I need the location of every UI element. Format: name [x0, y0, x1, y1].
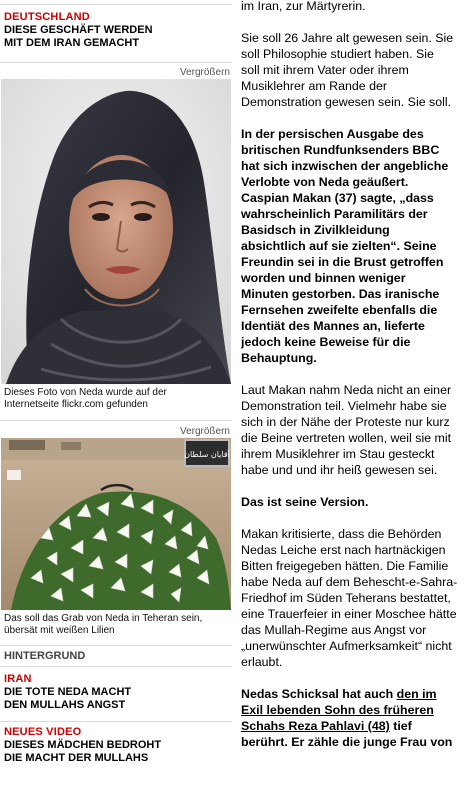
photo2-caption: Das soll das Grab von Neda in Teheran sein, übersät mit weißen Lilien — [4, 613, 203, 636]
teaser-kicker: IRAN — [4, 673, 32, 685]
portrait-image — [1, 79, 231, 384]
zoom-link-photo1[interactable]: Vergrößern — [179, 67, 230, 78]
article-paragraph-6: Nedas Schicksal hat auch den im Exil lebenden Sohn des früheren Schahs Reza Pahlavi (48) tief berührt. Er zähle die junge Frau von — [241, 687, 453, 749]
article-paragraph-1: Sie soll 26 Jahre alt gewesen sein. Sie soll Philosophie studiert haben. Sie soll mit ihrem Vater oder ihrem Musiklehrer am Rande der Demonstration gewesen sein. Sie soll. — [241, 31, 454, 109]
grave-image — [1, 438, 231, 610]
section-label-hintergrund: HINTERGRUND — [4, 650, 86, 662]
divider — [0, 420, 232, 421]
teaser-kicker: DEUTSCHLAND — [4, 11, 90, 23]
article-body — [241, 0, 473, 793]
article-paragraph-3: Laut Makan nahm Neda nicht an einer Demonstration teil. Vielmehr habe sie sich in der Nähe der Proteste nur kurz die Beine vertreten wollen, weil sie mit ihrem Musiklehrer im Stau gesteckt habe und und ihr heiß gewesen sei. — [241, 383, 452, 477]
teaser-headline-line1[interactable]: DIE TOTE NEDA MACHT — [4, 686, 132, 698]
top-teaser[interactable] — [0, 5, 232, 50]
link-pahlavi-son[interactable]: den im Exil lebenden Sohn des früheren Schahs Reza Pahlavi (48) — [241, 687, 437, 733]
zoom-link-photo2[interactable]: Vergrößern — [179, 426, 230, 437]
teaser-neues-video[interactable] — [0, 722, 232, 765]
neda-portrait-photo[interactable] — [1, 79, 231, 384]
teaser-headline-line2[interactable]: MIT DEM IRAN GEMACHT — [4, 37, 140, 49]
teaser-headline-line2[interactable]: DEN MULLAHS ANGST — [4, 699, 126, 711]
grave-photo[interactable] — [1, 438, 231, 610]
sidebar — [0, 0, 232, 793]
teaser-kicker: NEUES VIDEO — [4, 726, 82, 738]
teaser-headline-line1[interactable]: DIESES MÄDCHEN BEDROHT — [4, 739, 162, 751]
article-paragraph-0: im Iran, zur Märtyrerin. — [241, 0, 366, 13]
article-paragraph-4: Das ist seine Version. — [241, 495, 369, 509]
svg-text:آقایان سلطان: آقایان سلطان — [184, 450, 230, 459]
teaser-headline-line2[interactable]: DIE MACHT DER MULLAHS — [4, 752, 149, 764]
article-paragraph-2: In der persischen Ausgabe des britischen Rundfunksenders BBC hat sich inzwischen der angebliche Verlobte von Neda geäußert. Caspian Makan (37) sagte, „dass wahrscheinlich Paramilitärs der Basidsch in Zivilkleidung absichtlich auf sie zielten“. Seine Freundin sei in die Brust getroffen worden und binnen weniger Minuten gestorben. Das iranische Fernsehen zweifelte ebenfalls die Identiät des Mannes an, lieferte jedoch keine Beweise für die Behauptung. — [241, 127, 449, 365]
teaser-headline-line1[interactable]: DIESE GESCHÄFT WERDEN — [4, 24, 153, 36]
photo1-caption: Dieses Foto von Neda wurde auf der Internetseite flickr.com gefunden — [4, 387, 167, 410]
teaser-iran[interactable] — [0, 667, 232, 712]
divider — [0, 62, 232, 63]
article-paragraph-5: Makan kritisierte, dass die Behörden Nedas Leiche erst nach hartnäckigen Bitten freigegeben hätten. Die Familie habe Neda auf dem Behescht-e-Sahra- Friedhof im Süden Teherans bestattet, eine Trauerfeier in einer Moschee hätte das Mullah-Regime aus Angst vor „unerwünschter Aufmerksamkeit“ nicht erlaubt. — [241, 527, 458, 669]
